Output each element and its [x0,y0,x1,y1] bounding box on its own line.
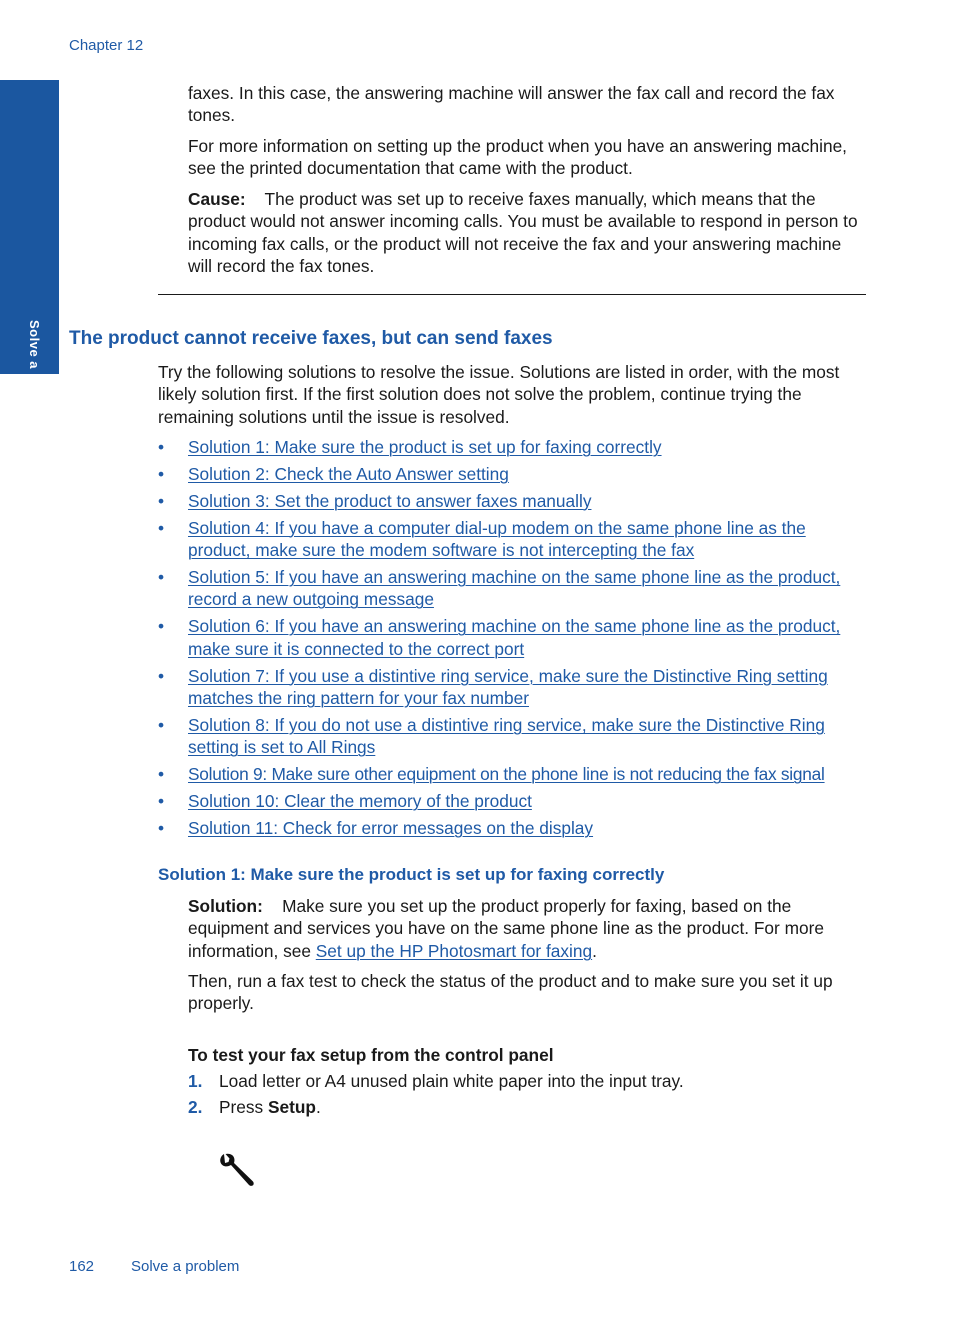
solution-link-11[interactable]: Solution 11: Check for error messages on the display [188,818,594,839]
step-2-text-before: Press [219,1097,268,1117]
bullet: • [158,665,165,686]
cause-text: The product was set up to receive faxes manually, which means that the product would not answer incoming calls. You must be available to respond in person to incoming fax calls, or the product will not receive the fax and your answering machine will record the fax tones. [188,189,858,277]
side-tab [0,80,59,428]
solution-label: Solution: [188,896,263,916]
list-item [158,517,866,562]
solution-link-2[interactable]: Solution 2: Check the Auto Answer setting [188,463,509,484]
list-item [158,665,866,710]
wrench-icon [216,1150,256,1190]
section-heading: The product cannot receive faxes, but can send faxes [69,328,553,349]
side-tab-label: Solve a problem [27,320,42,428]
bullet: • [158,517,165,538]
setup-fax-link[interactable]: Set up the HP Photosmart for faxing [315,940,593,961]
step-2-text [219,1096,321,1118]
list-item [158,463,866,485]
intro-paragraph-1: faxes. In this case, the answering machine will answer the fax call and record the fax tones. [188,83,835,126]
section-divider [158,294,866,295]
bullet: • [158,764,165,785]
list-item [158,817,866,839]
solutions-list [158,436,866,844]
footer-title: Solve a problem [131,1258,240,1275]
solution1-text-end: . [592,940,597,961]
procedure-title: To test your fax setup from the control panel [188,1045,554,1065]
list-item [158,436,866,458]
solution1-paragraph-2: Then, run a fax test to check the status of the product and to make sure you set it up properly. [188,971,833,1014]
cause-label: Cause: [188,189,246,209]
solution1-heading: Solution 1: Make sure the product is set up for faxing correctly [158,865,665,884]
setup-keyword: Setup [267,1097,316,1117]
list-item [158,615,866,660]
bullet: • [158,463,165,484]
bullet: • [158,567,165,588]
list-item [158,763,866,785]
list-item [158,490,866,512]
step-number-1: 1. [188,1071,203,1091]
section-intro: Try the following solutions to resolve the issue. Solutions are listed in order, with the most likely solution first. If the first solution does not solve the problem, continue trying the remaining solutions until the issue is resolved. [158,362,840,427]
list-item [158,714,866,759]
solution-link-8[interactable]: Solution 8: If you do not use a distintive ring service, make sure the Distinctive Ring setting is set to All Rings [188,714,825,758]
step-1-text: Load letter or A4 unused plain white paper into the input tray. [219,1071,684,1091]
solution1-paragraph [188,895,868,962]
bullet: • [158,490,165,511]
solution-link-10[interactable]: Solution 10: Clear the memory of the product [188,791,532,812]
bullet: • [158,437,165,457]
solution-link-5[interactable]: Solution 5: If you have an answering machine on the same phone line as the product, record a new outgoing message [188,567,841,610]
cause-paragraph [188,188,868,278]
chapter-label: Chapter 12 [69,37,144,54]
step-2-text-after: . [316,1097,321,1117]
bullet: • [158,818,165,839]
list-item [158,790,866,812]
solution-link-7[interactable]: Solution 7: If you use a distintive ring service, make sure the Distinctive Ring setting matches the ring pattern for your fax number [188,665,828,709]
solution-link-6[interactable]: Solution 6: If you have an answering machine on the same phone line as the product, make sure it is connected to the correct port [188,616,841,659]
bullet: • [158,616,165,637]
solution-link-3[interactable]: Solution 3: Set the product to answer faxes manually [188,490,592,511]
solution-link-1[interactable]: Solution 1: Make sure the product is set up for faxing correctly [188,437,662,457]
step-number-2: 2. [188,1097,203,1117]
page-number: 162 [69,1258,95,1275]
bullet: • [158,714,165,735]
solution-link-9[interactable]: Solution 9: Make sure other equipment on the phone line is not reducing the fax signal [188,764,825,785]
list-item [158,566,866,611]
intro-paragraph-2: For more information on setting up the product when you have an answering machine, see the printed documentation that came with the product. [188,136,847,179]
solution1-text: Make sure you set up the product properly for faxing, based on the equipment and services you have on the same phone line as the product. For more information, see [188,896,824,961]
bullet: • [158,791,165,812]
solution-link-4[interactable]: Solution 4: If you have a computer dial-up modem on the same phone line as the product, make sure the modem software is not intercepting the fax [188,517,806,561]
